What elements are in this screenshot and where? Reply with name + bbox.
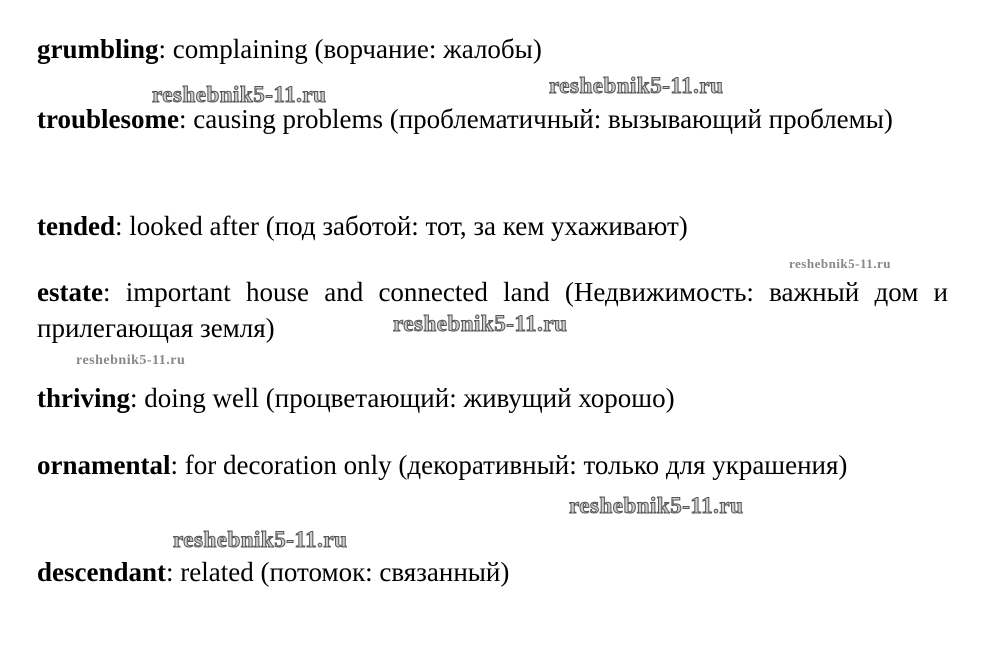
watermark: reshebnik5-11.ru [393, 311, 568, 336]
term: ornamental [37, 450, 171, 480]
term: grumbling [37, 34, 159, 64]
glossary-entry-tended [37, 208, 948, 244]
watermark: reshebnik5-11.ru [569, 493, 744, 518]
term: thriving [37, 383, 131, 413]
term: descendant [37, 557, 167, 587]
watermark: reshebnik5-11.ru [173, 527, 348, 552]
definition: : important house and connected land (Недвижимость: важный дом и прилегающая земля) [37, 277, 948, 343]
term: tended [37, 211, 116, 241]
watermark: reshebnik5-11.ru [152, 82, 327, 107]
term: estate [37, 277, 103, 307]
glossary-entry-grumbling [37, 31, 948, 67]
glossary-entry-ornamental [37, 447, 948, 483]
definition: : related (потомок: связанный) [166, 557, 510, 587]
glossary-entry-thriving [37, 380, 948, 416]
definition: : complaining (ворчание: жалобы) [158, 34, 542, 64]
definition: : doing well (процветающий: живущий хорошо) [130, 383, 675, 413]
watermark: reshebnik5-11.ru [789, 256, 892, 271]
watermark: reshebnik5-11.ru [549, 73, 724, 98]
definition: : causing problems (проблематичный: вызывающий проблемы) [179, 104, 893, 134]
glossary-entry-descendant [37, 554, 948, 590]
definition: : looked after (под заботой: тот, за кем ухаживают) [115, 211, 688, 241]
watermark: reshebnik5-11.ru [76, 353, 186, 368]
definition: : for decoration only (декоративный: только для украшения) [170, 450, 848, 480]
term: troublesome [37, 104, 179, 134]
